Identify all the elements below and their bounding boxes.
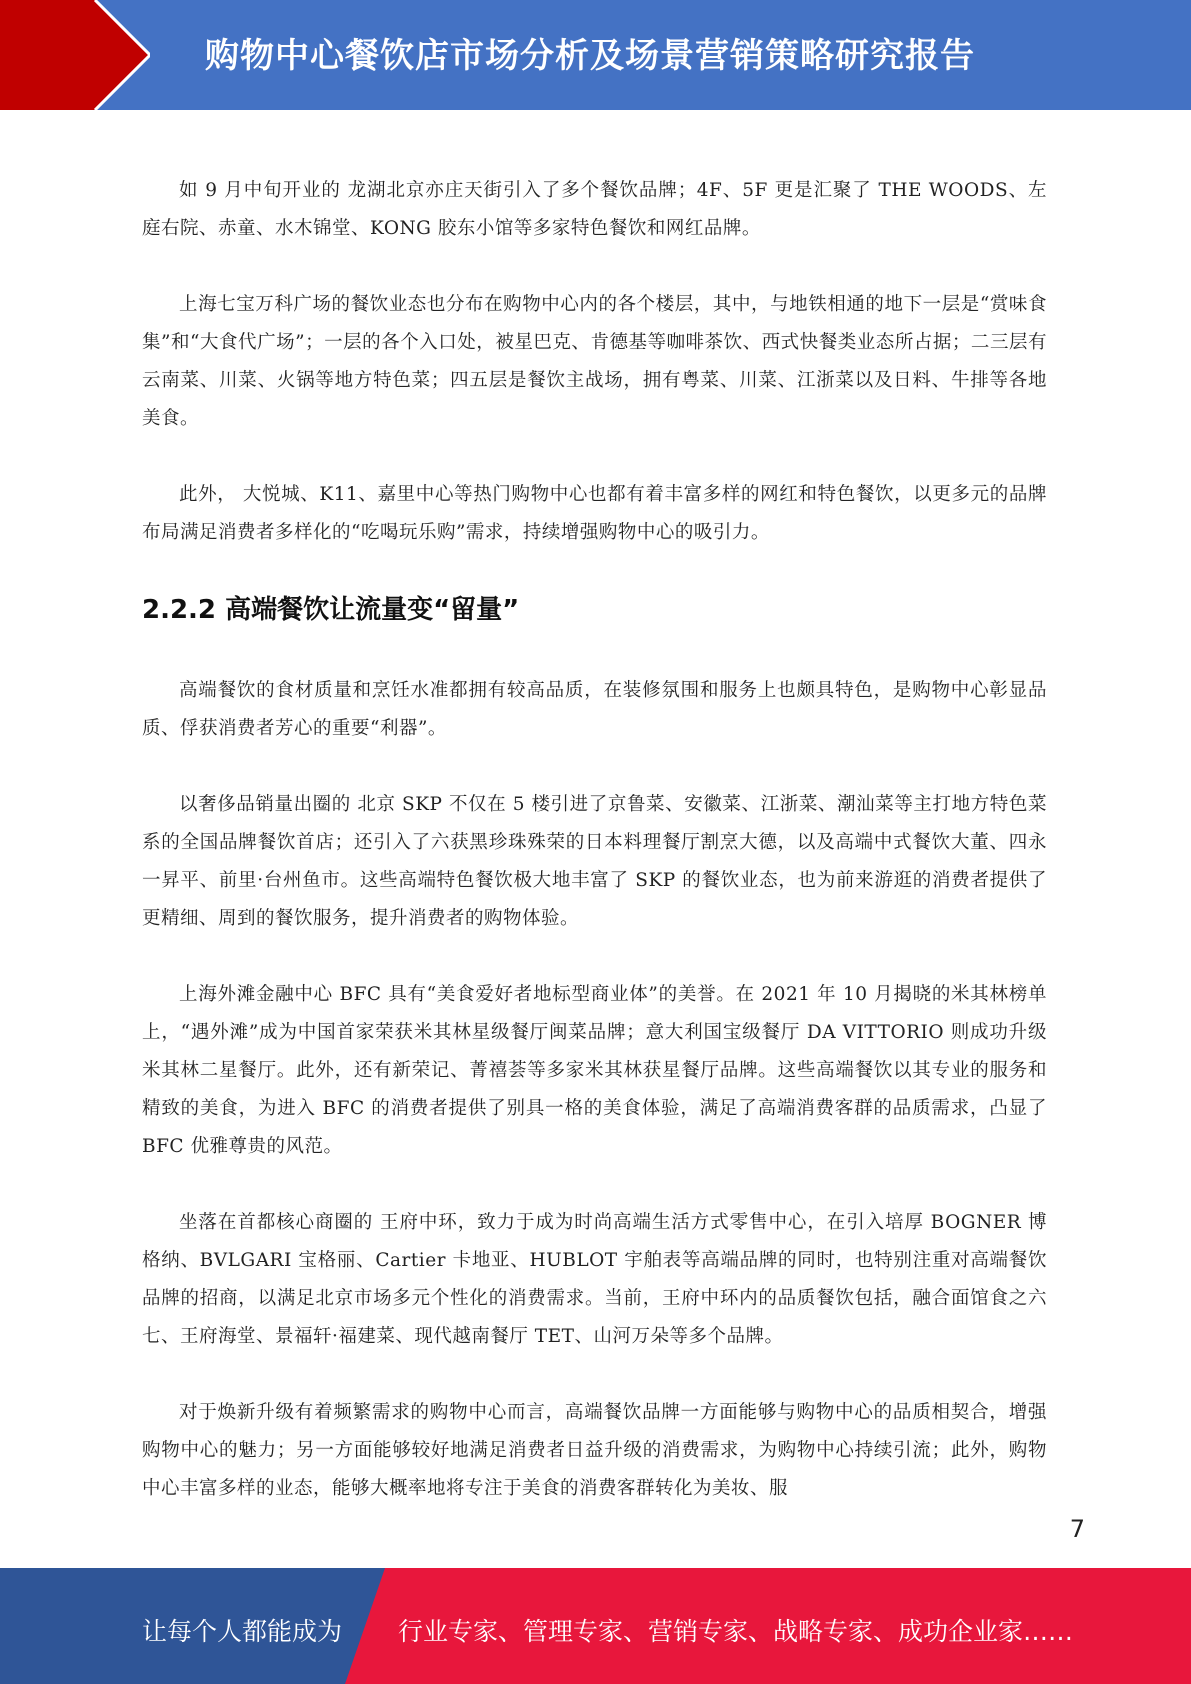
report-title: 购物中心餐饮店市场分析及场景营销策略研究报告 xyxy=(205,36,975,76)
paragraph-qibao-vanke: 上海七宝万科广场的餐饮业态也分布在购物中心内的各个楼层，其中，与地铁相通的地下一层是“赏味食集”和“大食代广场”；一层的各个入口处，被星巴克、肯德基等咖啡茶饮、西式快餐类业态所占据；二三层有云南菜、川菜、火锅等地方特色菜；四五层是餐饮主战场，拥有粤菜、川菜、江浙菜以及日料、牛排等各地美食。 xyxy=(142,294,1047,429)
paragraph-wangfu-central: 坐落在首都核心商圈的 王府中环，致力于成为时尚高端生活方式零售中心，在引入培厚 BOGNER 博格纳、BVLGARI 宝格丽、Cartier 卡地亚、HUBLOT 宇舶表等高端品牌的同时，也特别注重对高端餐饮品牌的招商，以满足北京市场多元个性化的消费需求。当前，王府中环内的品质餐饮包括，融合面馆食之六七、王府海堂、景福轩·福建菜、现代越南餐厅 TET、山河万朵等多个品牌。 xyxy=(142,1212,1047,1347)
header-red-arrow-decoration xyxy=(0,0,150,110)
page-number: 7 xyxy=(1069,1515,1085,1543)
document-body xyxy=(142,172,1047,1546)
section-heading: 2.2.2 高端餐饮让流量变“留量” xyxy=(142,595,520,625)
paragraph-conclusion: 对于焕新升级有着频繁需求的购物中心而言，高端餐饮品牌一方面能够与购物中心的品质相契合，增强购物中心的魅力；另一方面能够较好地满足消费者日益升级的消费需求，为购物中心持续引流；此外，购物中心丰富多样的业态，能够大概率地将专注于美食的消费客群转化为美妆、服 xyxy=(142,1402,1047,1499)
footer-slogan-left: 让每个人都能成为 xyxy=(142,1617,343,1646)
paragraph-other-malls: 此外， 大悦城、K11、嘉里中心等热门购物中心也都有着丰富多样的网红和特色餐饮，以更多元的品牌布局满足消费者多样化的“吃喝玩乐购”需求，持续增强购物中心的吸引力。 xyxy=(142,484,1047,543)
page-header xyxy=(0,0,1191,110)
page-footer xyxy=(0,1568,1191,1684)
paragraph-beijing-skp: 以奢侈品销量出圈的 北京 SKP 不仅在 5 楼引进了京鲁菜、安徽菜、江浙菜、潮汕菜等主打地方特色菜系的全国品牌餐饮首店；还引入了六获黑珍珠殊荣的日本料理餐厅割烹大德，以及高端中式餐饮大董、四永一昇平、前里·台州鱼市。这些高端特色餐饮极大地丰富了 SKP 的餐饮业态，也为前来游逛的消费者提供了更精细、周到的餐饮服务，提升消费者的购物体验。 xyxy=(142,794,1047,929)
paragraph-high-end-intro: 高端餐饮的食材质量和烹饪水准都拥有较高品质，在装修氛围和服务上也颇具特色，是购物中心彰显品质、俘获消费者芳心的重要“利器”。 xyxy=(142,680,1047,739)
paragraph-longhu-tianjie: 如 9 月中旬开业的 龙湖北京亦庄天街引入了多个餐饮品牌；4F、5F 更是汇聚了 THE WOODS、左庭右院、赤童、水木锦堂、KONG 胶东小馆等多家特色餐饮和网红品牌。 xyxy=(142,180,1047,239)
paragraph-shanghai-bfc: 上海外滩金融中心 BFC 具有“美食爱好者地标型商业体”的美誉。在 2021 年 10 月揭晓的米其林榜单上，“遇外滩”成为中国首家荣获米其林星级餐厅闽菜品牌；意大利国宝级餐厅 DA VITTORIO 则成功升级米其林二星餐厅。此外，还有新荣记、菁禧荟等多家米其林获星餐厅品牌。这些高端餐饮以其专业的服务和精致的美食，为进入 BFC 的消费者提供了别具一格的美食体验，满足了高端消费客群的品质需求，凸显了 BFC 优雅尊贵的风范。 xyxy=(142,984,1047,1157)
footer-slogan-right: 行业专家、管理专家、营销专家、战略专家、成功企业家…… xyxy=(398,1617,1074,1646)
